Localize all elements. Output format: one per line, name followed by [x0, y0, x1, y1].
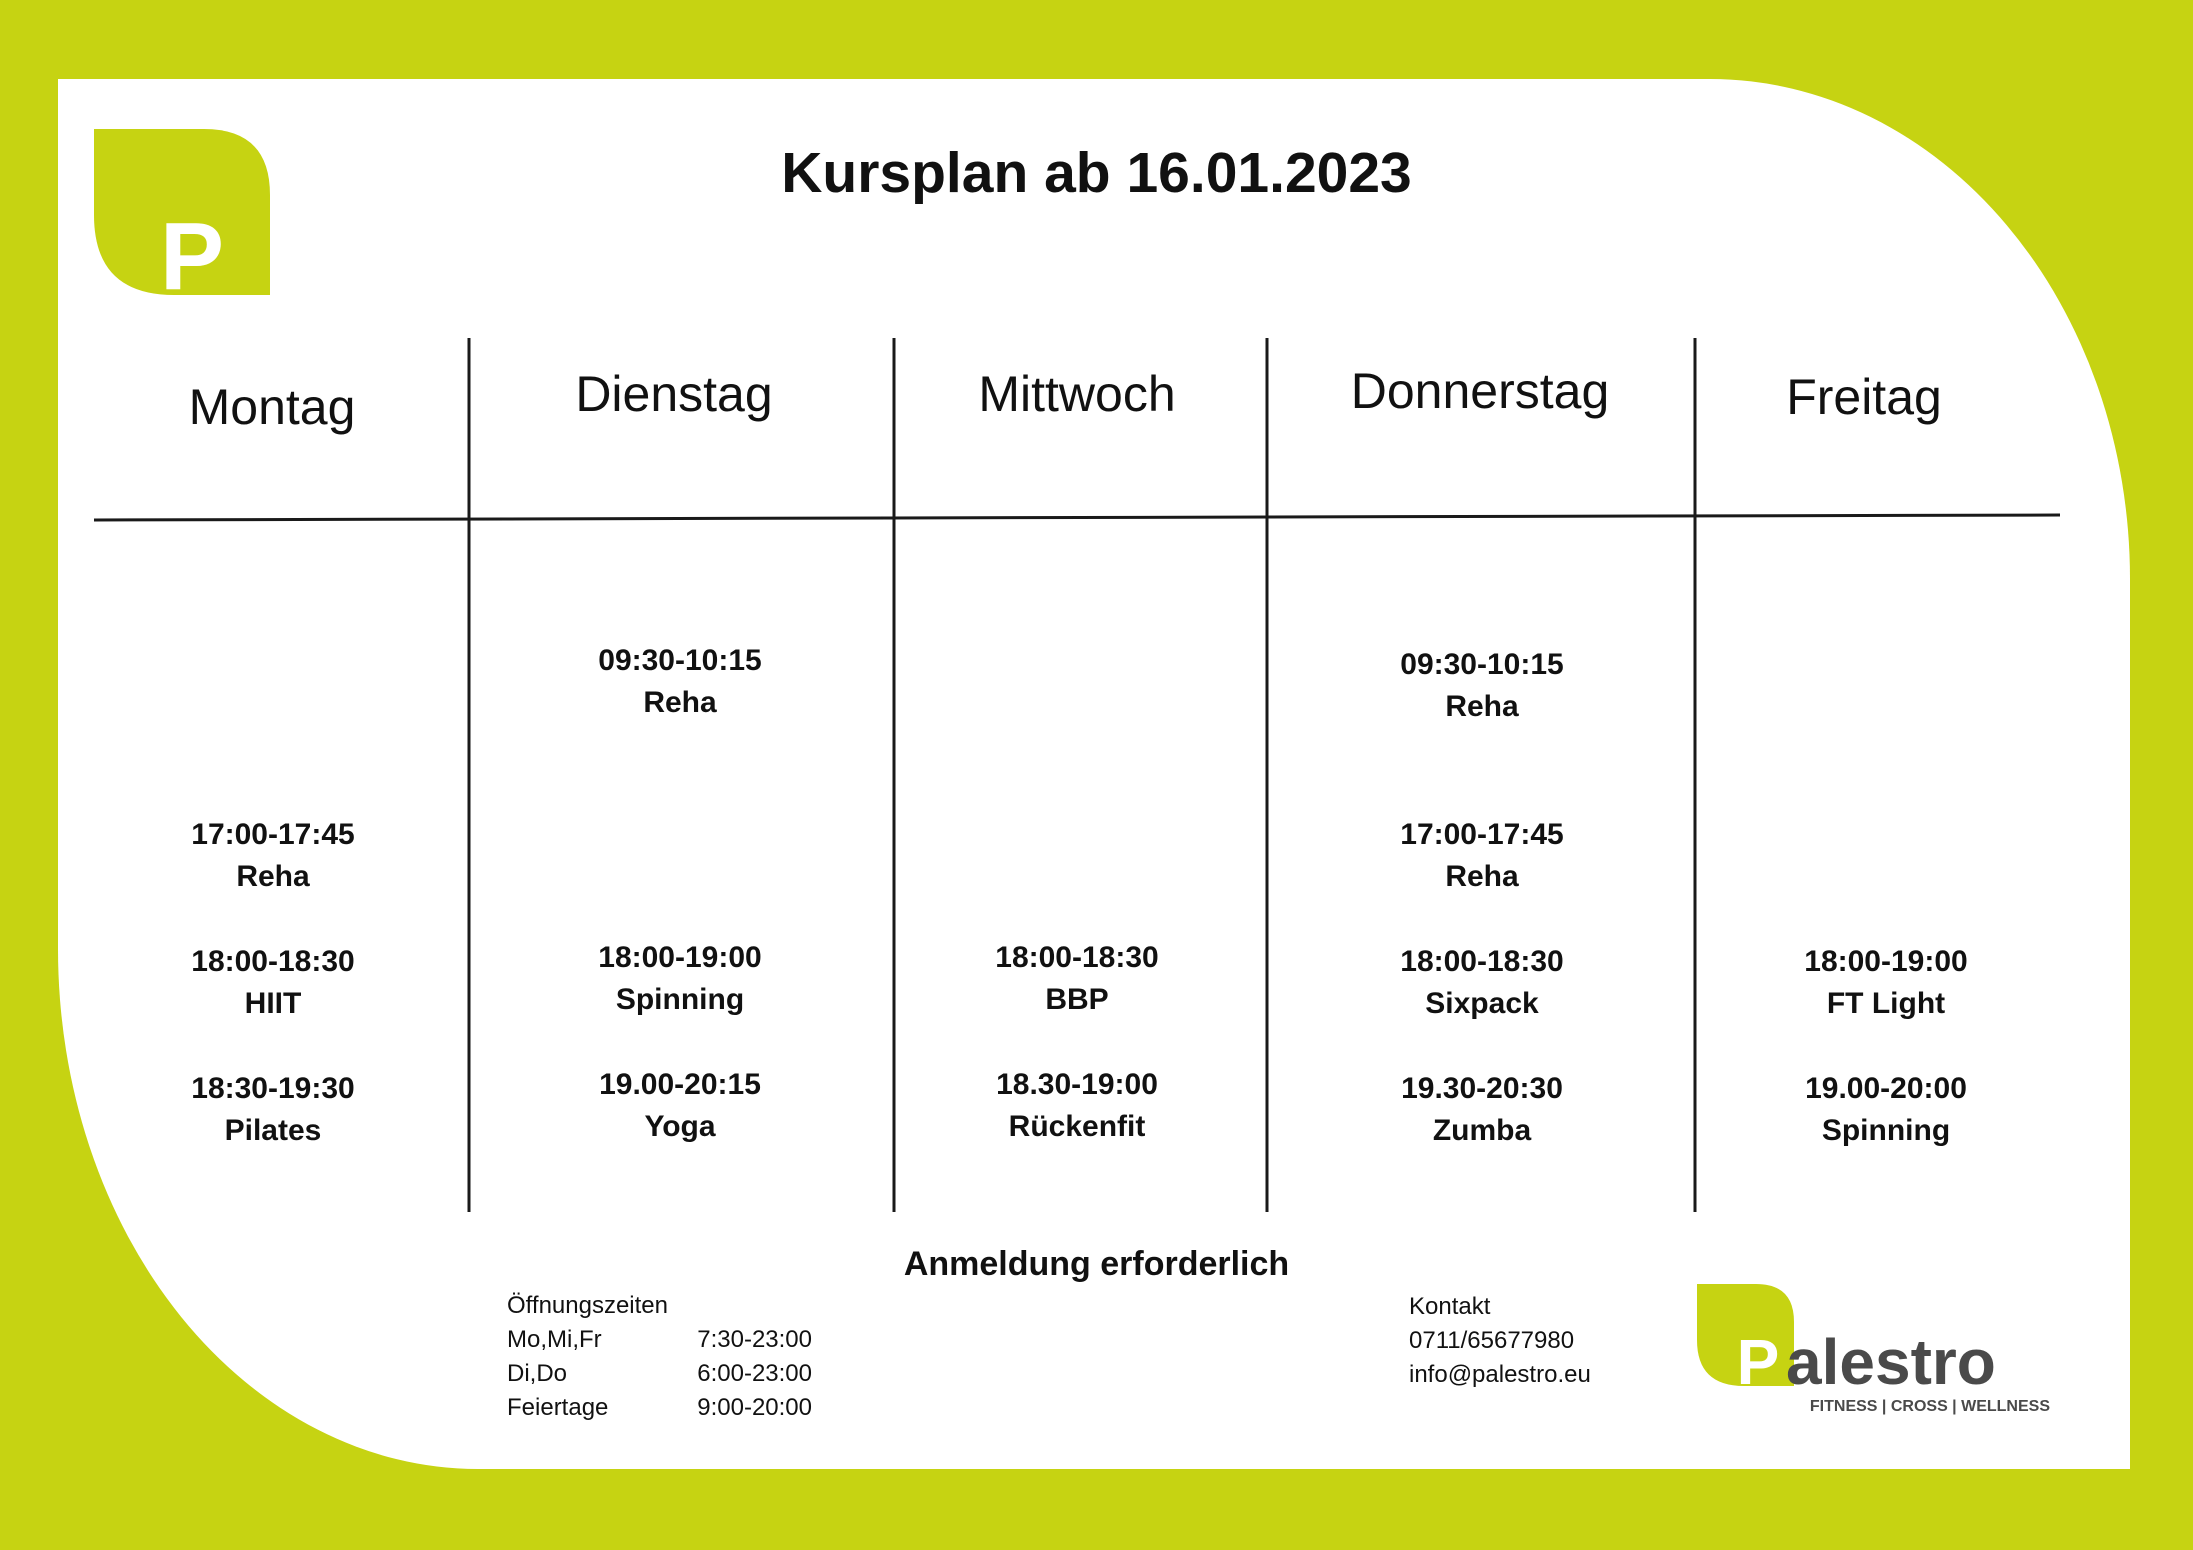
course-name: Rückenfit: [1008, 1110, 1146, 1143]
course-time: 17:00-17:45: [1400, 818, 1564, 851]
course-name: Reha: [1445, 860, 1519, 893]
opening-hours-row: [507, 1391, 812, 1425]
contact-block: [1409, 1290, 1591, 1392]
course-time: 19.30-20:30: [1401, 1072, 1563, 1105]
course-slot: [1686, 1068, 2086, 1152]
course-slot: [73, 1068, 473, 1152]
opening-hours-days: Mo,Mi,Fr: [507, 1326, 602, 1353]
course-time: 09:30-10:15: [598, 644, 762, 677]
course-slot: [73, 941, 473, 1025]
course-slot: [1686, 941, 2086, 1025]
course-time: 18:00-18:30: [191, 945, 355, 978]
course-slot: [480, 937, 880, 1021]
course-time: 18:00-19:00: [598, 941, 762, 974]
day-header-mittwoch: Mittwoch: [978, 366, 1176, 422]
logo-letter: P: [1736, 1326, 1780, 1398]
registration-notice: Anmeldung erforderlich: [903, 1245, 1290, 1283]
day-header-dienstag: Dienstag: [575, 366, 773, 422]
opening-hours-days: Feiertage: [507, 1394, 609, 1421]
course-time: 18:00-18:30: [1400, 945, 1564, 978]
course-slot: [1282, 814, 1682, 898]
day-header-freitag: Freitag: [1786, 369, 1942, 425]
course-name: HIIT: [244, 987, 302, 1020]
course-slot: [73, 814, 473, 898]
course-time: 18.30-19:00: [996, 1068, 1158, 1101]
course-time: 18:00-18:30: [995, 941, 1159, 974]
course-name: FT Light: [1826, 987, 1946, 1020]
day-header-donnerstag: Donnerstag: [1350, 363, 1610, 419]
course-name: Reha: [236, 860, 310, 893]
opening-hours-title: Öffnungszeiten: [507, 1292, 669, 1319]
header-divider: [94, 515, 2060, 520]
brand-tagline: FITNESS | CROSS | WELLNESS: [1809, 1398, 2050, 1415]
course-time: 18:00-19:00: [1804, 945, 1968, 978]
brand-name: alestro: [1786, 1326, 1996, 1398]
course-name: Reha: [643, 686, 717, 719]
course-slot: [1282, 941, 1682, 1025]
course-slot: [877, 937, 1277, 1021]
opening-hours-time: 7:30-23:00: [697, 1326, 812, 1353]
course-name: BBP: [1045, 983, 1109, 1016]
course-name: Pilates: [224, 1114, 322, 1147]
palestro-logo: [1694, 1282, 2054, 1432]
course-time: 09:30-10:15: [1400, 648, 1564, 681]
course-slot: [480, 1064, 880, 1148]
page-title: Kursplan ab 16.01.2023: [781, 141, 1412, 205]
opening-hours-row: [507, 1323, 812, 1357]
opening-hours-time: 6:00-23:00: [697, 1360, 812, 1387]
course-name: Spinning: [1821, 1114, 1951, 1147]
opening-hours-time: 9:00-20:00: [697, 1394, 812, 1421]
course-time: 17:00-17:45: [191, 818, 355, 851]
course-slot: [480, 640, 880, 724]
course-time: 18:30-19:30: [191, 1072, 355, 1105]
course-time: 19.00-20:15: [599, 1068, 761, 1101]
course-name: Spinning: [615, 983, 745, 1016]
contact-email[interactable]: info@palestro.eu: [1409, 1361, 1591, 1388]
course-name: Reha: [1445, 690, 1519, 723]
course-time: 19.00-20:00: [1805, 1072, 1967, 1105]
course-name: Yoga: [644, 1110, 716, 1143]
course-slot: [877, 1064, 1277, 1148]
opening-hours-days: Di,Do: [507, 1360, 568, 1387]
contact-phone[interactable]: 0711/65677980: [1409, 1327, 1575, 1354]
course-name: Zumba: [1432, 1114, 1532, 1147]
course-name: Sixpack: [1425, 987, 1539, 1020]
day-header-montag: Montag: [188, 379, 356, 435]
logo-letter: P: [159, 203, 225, 295]
contact-title: Kontakt: [1409, 1293, 1491, 1320]
course-slot: [1282, 644, 1682, 728]
course-slot: [1282, 1068, 1682, 1152]
opening-hours-row: [507, 1357, 812, 1391]
